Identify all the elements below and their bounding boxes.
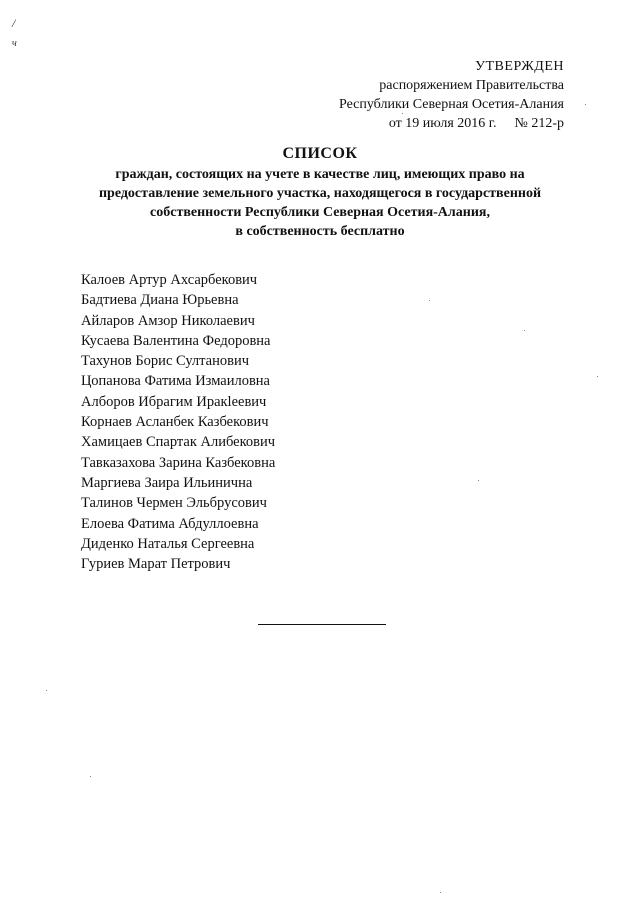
approval-date: от 19 июля 2016 г. [388, 116, 497, 131]
margin-mark: / [12, 16, 16, 30]
scan-speck [402, 113, 403, 114]
approval-date-line [339, 114, 564, 133]
heading-line: собственности Республики Северная Осетия-Алания, [150, 205, 490, 220]
end-divider [258, 624, 386, 625]
list-item: Цопанова Фатима Измаиловна [81, 373, 270, 390]
list-item: Алборов Ибрагим Иракleевич [81, 393, 267, 410]
list-item: Корнаев Асланбек Казбекович [81, 414, 269, 431]
margin-mark: ч [12, 38, 17, 49]
list-item: Айларов Амзор Николаевич [81, 312, 255, 329]
scan-speck [524, 330, 525, 331]
heading-title: СПИСОК [282, 145, 358, 162]
scan-speck [478, 480, 479, 481]
list-item: Маргиева Заира Ильинична [81, 474, 253, 491]
list-item: Гуриев Марат Петрович [81, 556, 231, 573]
scan-speck [597, 376, 598, 377]
citizen-list [81, 270, 275, 574]
scan-speck [440, 892, 441, 893]
list-item: Тавказахова Зарина Казбековна [81, 454, 276, 471]
list-item: Диденко Наталья Сергеевна [81, 535, 255, 552]
heading-line: предоставление земельного участка, находящегося в государственной [98, 186, 542, 201]
heading-line: в собственность бесплатно [235, 224, 405, 239]
list-item: Кусаева Валентина Федоровна [81, 332, 271, 349]
approval-number: № 212-р [514, 116, 564, 131]
scan-speck [46, 690, 47, 691]
scan-speck [585, 104, 586, 105]
scan-speck [429, 300, 430, 301]
list-item: Калоев Артур Ахсарбекович [81, 272, 258, 288]
list-item: Тахунов Борис Султанович [81, 353, 250, 370]
heading-line: граждан, состоящих на учете в качестве лиц, имеющих право на [115, 167, 525, 182]
scan-speck [90, 776, 91, 777]
approval-line: Республики Северная Осетия-Алания [339, 97, 564, 112]
document-heading [0, 145, 640, 241]
list-item: Бадтиева Диана Юрьевна [81, 292, 239, 309]
list-item: Елоева Фатима Абдуллоевна [81, 515, 259, 532]
list-item: Хамицаев Спартак Алибекович [81, 434, 276, 451]
approval-block [339, 57, 564, 133]
approval-title: УТВЕРЖДЕН [475, 59, 564, 74]
approval-line: распоряжением Правительства [379, 78, 564, 93]
list-item: Талинов Чермен Эльбрусович [81, 495, 267, 512]
